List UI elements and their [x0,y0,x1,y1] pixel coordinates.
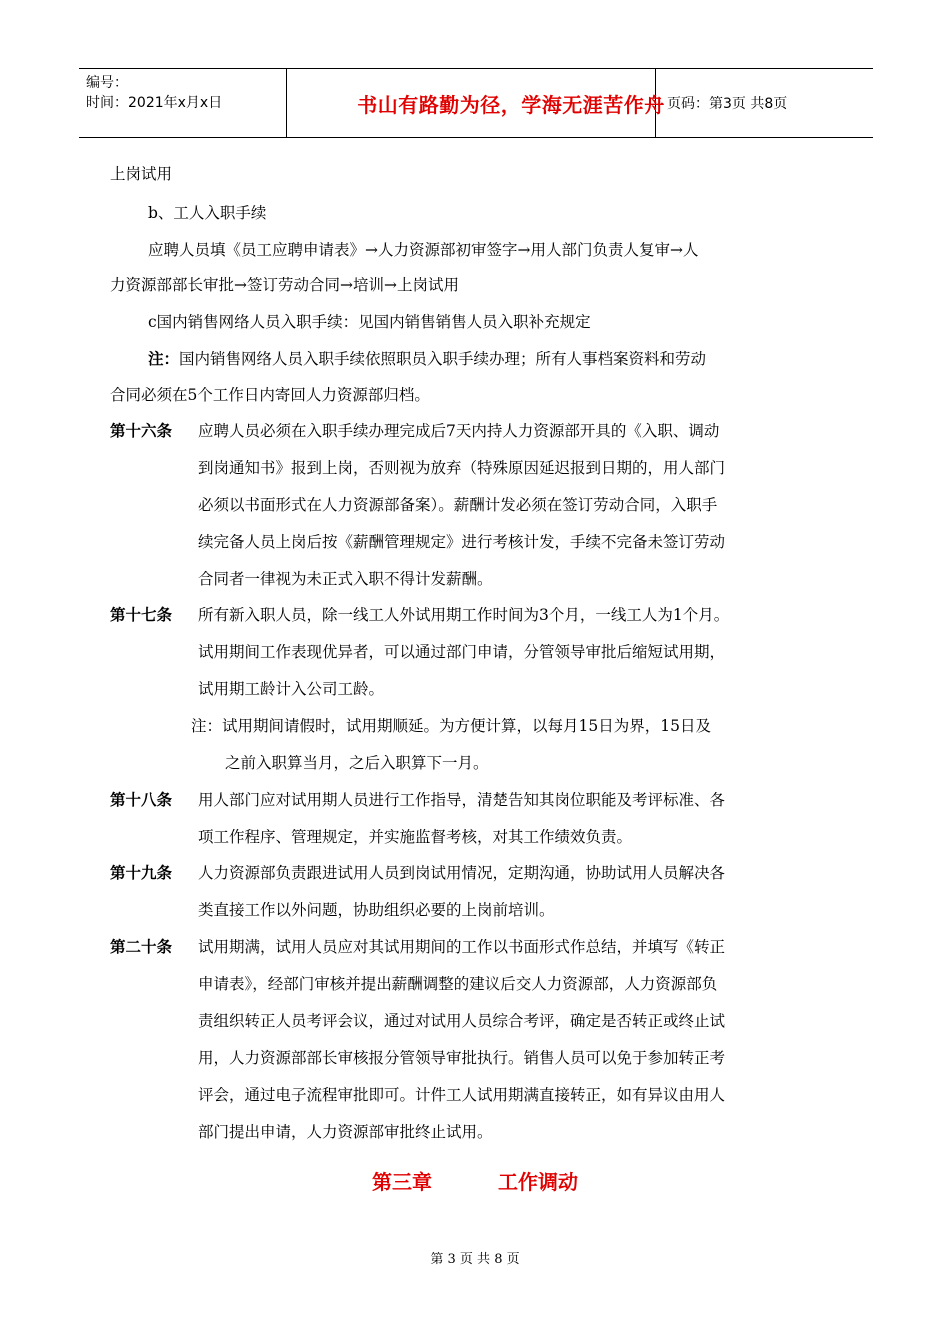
article-line: 所有新入职人员，除一线工人外试用期工作时间为3个月，一线工人为1个月。 [198,606,730,624]
text-line: 上岗试用 [110,165,173,183]
article-line: 评会，通过电子流程审批即可。计件工人试用期满直接转正，如有异议由用人 [198,1086,726,1104]
text-line: 力资源部部长审批→签订劳动合同→培训→上岗试用 [110,276,459,294]
article-line: 试用期满，试用人员应对其试用期间的工作以书面形式作总结，并填写《转正 [198,938,726,956]
article-line: 应聘人员必须在入职手续办理完成后7天内持人力资源部开具的《入职、调动 [198,422,720,440]
article-label: 第十九条 [110,863,173,882]
text-line: 合同必须在5个工作日内寄回人力资源部归档。 [110,386,430,404]
article-line: 申请表》，经部门审核并提出薪酬调整的建议后交人力资源部，人力资源部负 [198,975,718,993]
page-header [79,68,873,138]
text-line: b、工人入职手续 [148,204,267,222]
note-label: 注： [148,349,180,368]
note-line: 之前入职算当月，之后入职算下一月。 [225,754,489,772]
chapter-heading [0,1166,950,1195]
article-line: 必须以书面形式在人力资源部备案）。薪酬计发必须在签订劳动合同，入职手 [198,496,718,514]
chapter-title: 工作调动 [498,1170,578,1194]
article-line: 到岗通知书》报到上岗，否则视为放弃（特殊原因延迟报到日期的，用人部门 [198,459,726,477]
article-label: 第十八条 [110,790,173,809]
article-line: 试用期间工作表现优异者，可以通过部门申请，分管领导审批后缩短试用期， [198,643,726,661]
chapter-number: 第三章 [372,1170,432,1194]
time-label: 时间：2021年x月x日 [86,95,223,111]
header-meta [86,73,286,113]
header-motto: 书山有路勤为径，学海无涯苦作舟 [357,92,665,117]
article-line: 续完备人员上岗后按《薪酬管理规定》进行考核计发，手续不完备未签订劳动 [198,533,726,551]
article-label: 第十七条 [110,605,173,624]
note-text: 国内销售网络人员入职手续依照职员入职手续办理；所有人事档案资料和劳动 [179,350,707,368]
article-line: 类直接工作以外问题，协助组织必要的上岗前培训。 [198,901,555,919]
note-line: 注：试用期间请假时，试用期顺延。为方便计算，以每月15日为界，15日及 [191,717,711,735]
page-footer: 第 3 页 共 8 页 [430,1252,520,1267]
article-line: 试用期工龄计入公司工龄。 [198,680,385,698]
article-line: 用人部门应对试用期人员进行工作指导，清楚告知其岗位职能及考评标准、各 [198,791,726,809]
serial-label: 编号： [86,75,128,91]
article-line: 用，人力资源部部长审核报分管领导审批执行。销售人员可以免于参加转正考 [198,1049,726,1067]
article-label: 第二十条 [110,937,173,956]
article-line: 合同者一律视为未正式入职不得计发薪酬。 [198,570,493,588]
note-line [148,348,706,370]
article-line: 人力资源部负责跟进试用人员到岗试用情况，定期沟通，协助试用人员解决各 [198,864,726,882]
article-line: 项工作程序、管理规定，并实施监督考核，对其工作绩效负责。 [198,828,633,846]
text-line: c国内销售网络人员入职手续：见国内销售销售人员入职补充规定 [148,313,591,331]
header-page-info: 页码：第3页 共8页 [667,96,788,112]
article-label: 第十六条 [110,421,173,440]
text-line: 应聘人员填《员工应聘申请表》→人力资源部初审签字→用人部门负责人复审→人 [148,241,699,259]
article-line: 责组织转正人员考评会议，通过对试用人员综合考评，确定是否转正或终止试 [198,1012,726,1030]
article-line: 部门提出申请，人力资源部审批终止试用。 [198,1123,493,1141]
